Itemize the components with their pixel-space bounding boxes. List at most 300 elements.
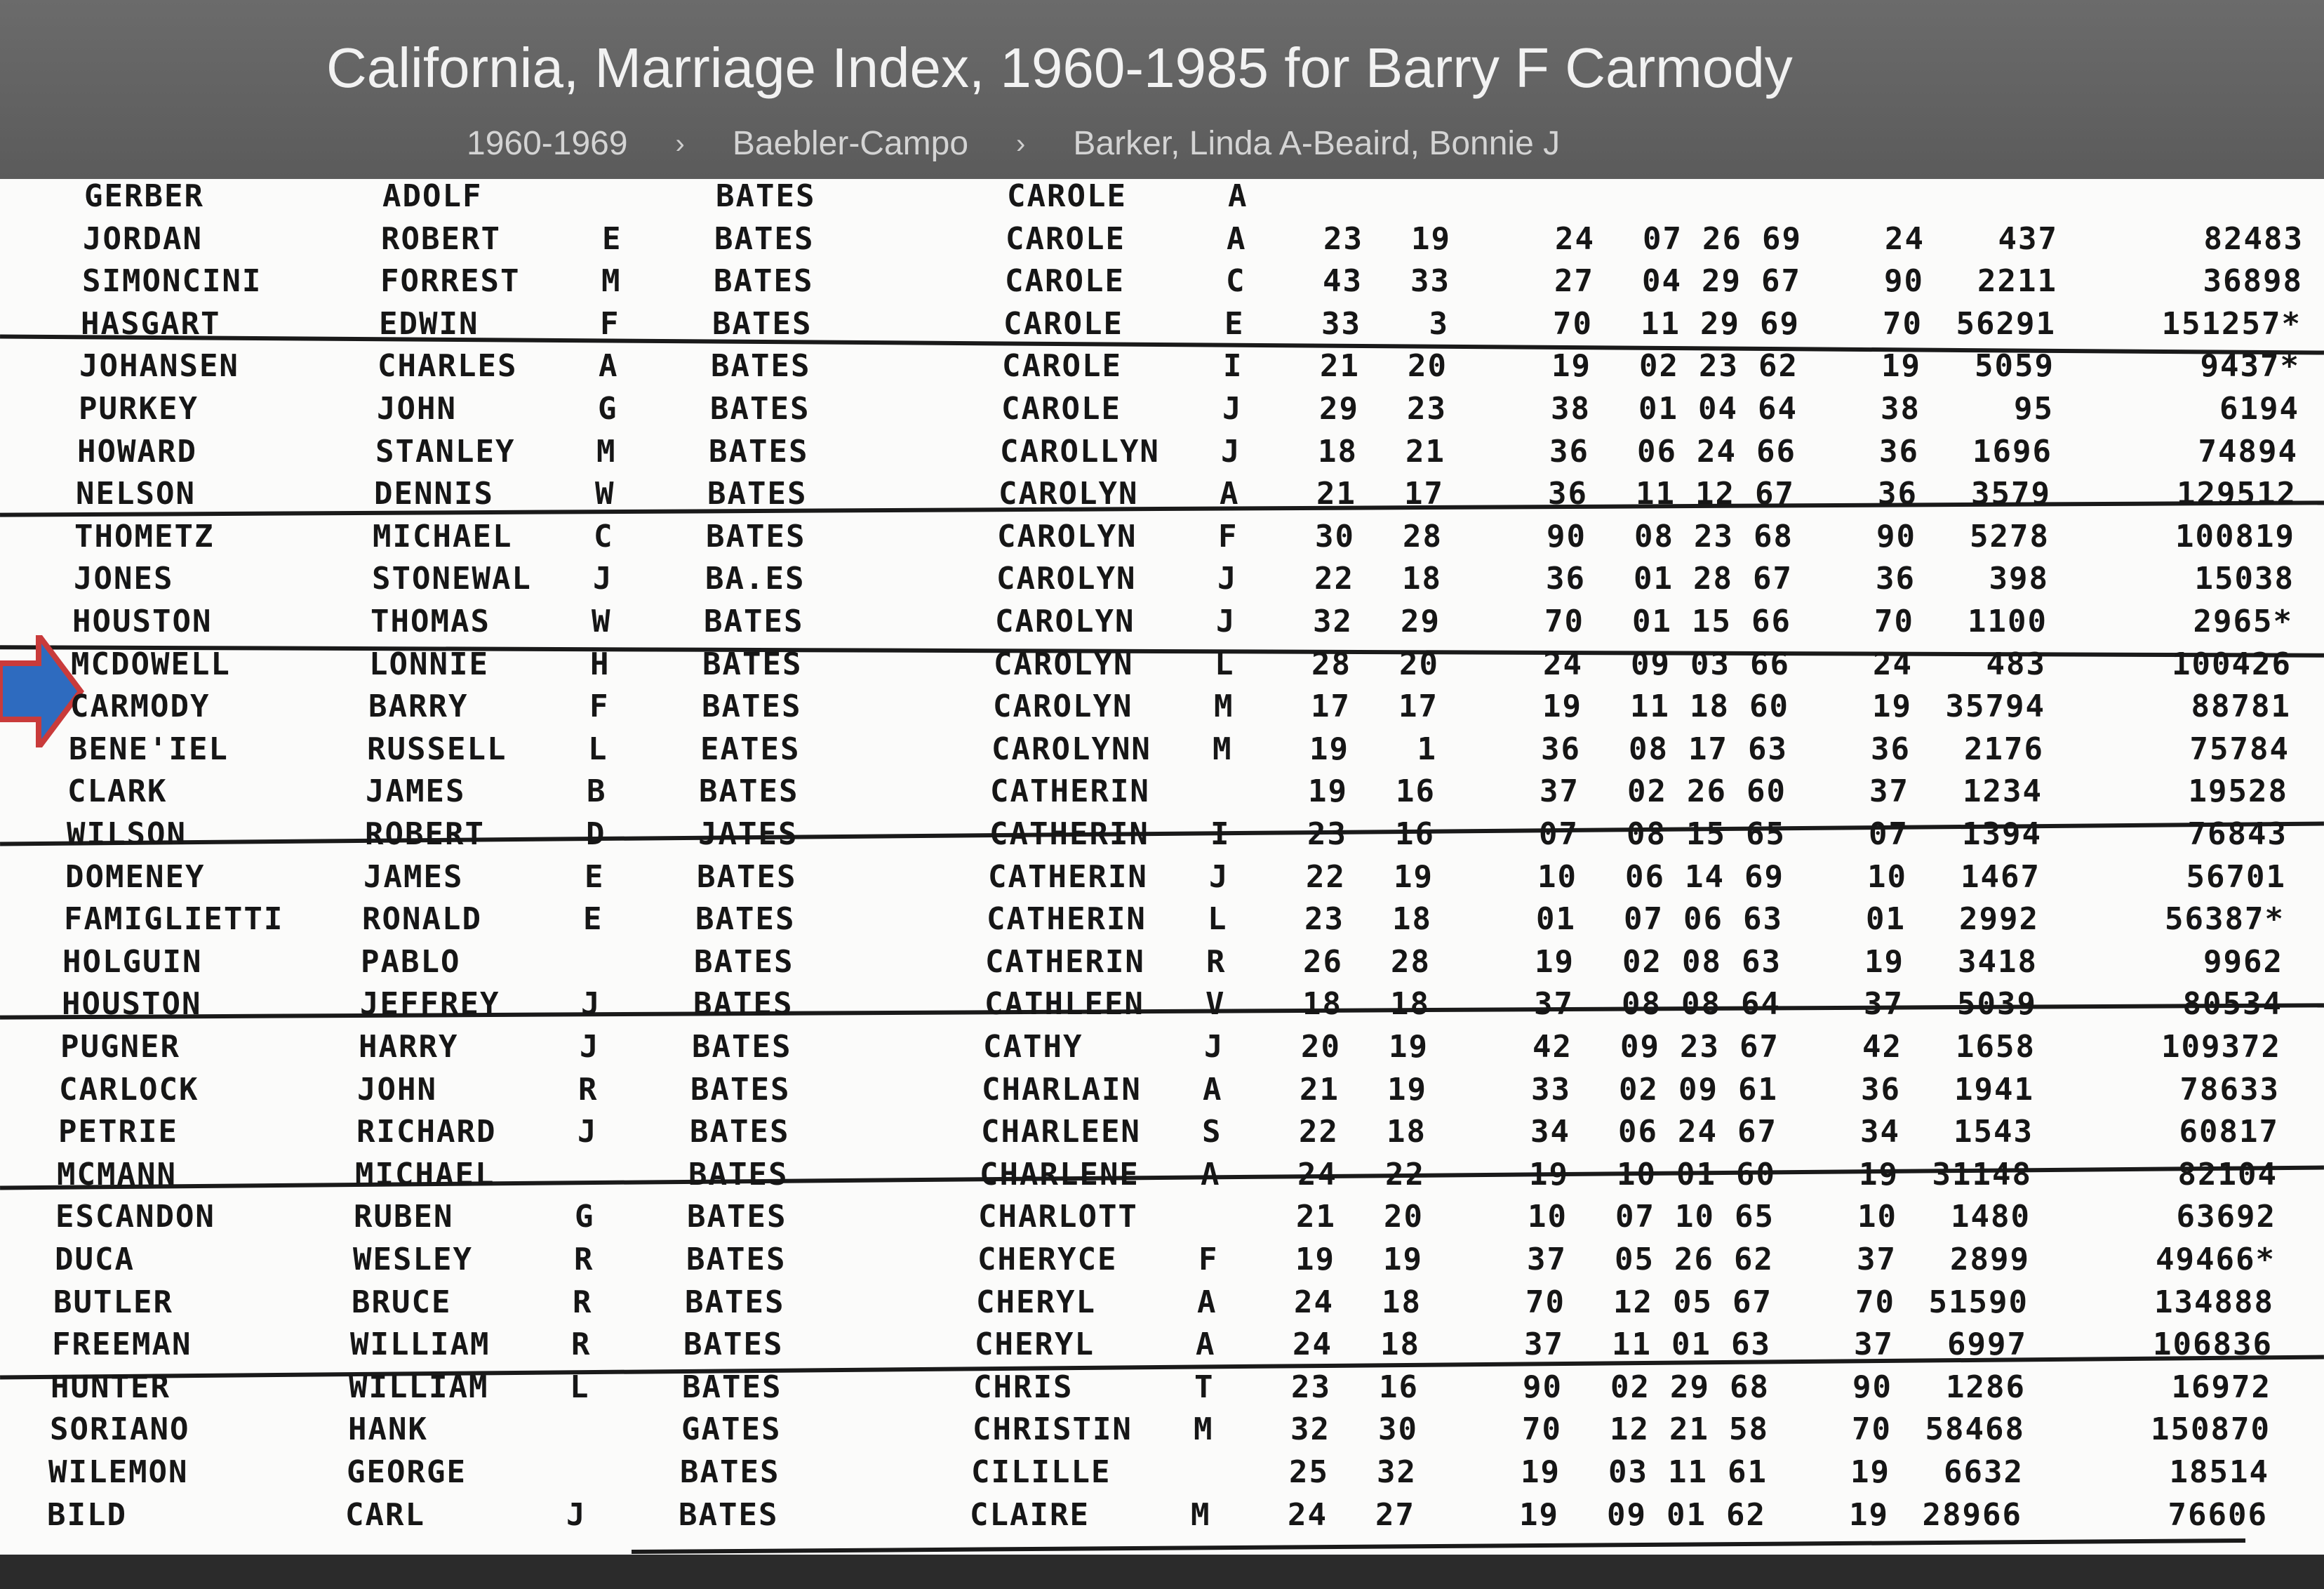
middle-initial-cell: J: [577, 1114, 598, 1150]
month-cell: 11: [1612, 1327, 1652, 1363]
year-cell: 60: [1749, 689, 1789, 725]
given-name-cell: BRUCE: [352, 1284, 452, 1320]
county-cell: 19: [1529, 1156, 1569, 1192]
file-number-cell: 150870: [2151, 1411, 2271, 1448]
county-cell: 19: [1551, 348, 1591, 385]
record-row: [0, 473, 2324, 515]
spouse-given-cell: CAROLE: [1007, 179, 1127, 214]
record-row: [0, 1494, 2324, 1536]
middle-initial-cell: W: [595, 476, 615, 512]
record-row: [0, 260, 2324, 302]
county-code-cell: 10: [1857, 1199, 1897, 1235]
file-number-cell: 6194: [2219, 391, 2299, 427]
year-cell: 69: [1760, 305, 1800, 342]
spouse-age-cell: 17: [1398, 689, 1438, 725]
year-cell: 65: [1746, 816, 1786, 852]
county-code-cell: 42: [1862, 1029, 1902, 1065]
record-row: [0, 1282, 2324, 1324]
header-bar: [0, 0, 2324, 190]
age-cell: 20: [1301, 1029, 1341, 1065]
spouse-initial-cell: A: [1227, 220, 1247, 257]
record-row: [0, 601, 2324, 643]
month-cell: 07: [1643, 220, 1683, 257]
year-cell: 63: [1731, 1327, 1771, 1363]
day-cell: 08: [1681, 986, 1721, 1023]
spouse-initial-cell: M: [1191, 1496, 1211, 1533]
middle-initial-cell: C: [594, 518, 614, 554]
file-number-cell: 88781: [2191, 689, 2291, 725]
spouse-surname-cell: GATES: [681, 1411, 782, 1448]
spouse-given-cell: CHARLEEN: [981, 1114, 1141, 1150]
month-cell: 05: [1615, 1242, 1655, 1277]
surname-cell: JORDAN: [83, 220, 203, 257]
surname-cell: DUCA: [55, 1242, 135, 1277]
middle-initial-cell: E: [602, 220, 622, 257]
spouse-initial-cell: I: [1223, 348, 1243, 385]
day-cell: 11: [1668, 1454, 1708, 1490]
given-name-cell: ADOLF: [382, 179, 483, 214]
spouse-given-cell: CHERYCE: [977, 1242, 1118, 1277]
certificate-cell: 6997: [1947, 1327, 2027, 1363]
month-cell: 12: [1613, 1284, 1653, 1320]
middle-initial-cell: L: [570, 1369, 590, 1405]
spouse-initial-cell: A: [1228, 179, 1248, 214]
spouse-surname-cell: BATES: [716, 179, 816, 214]
certificate-cell: 1394: [1962, 816, 2042, 852]
file-number-cell: 36898: [2203, 263, 2303, 300]
certificate-cell: 1658: [1956, 1029, 2036, 1065]
spouse-age-cell: 19: [1383, 1242, 1423, 1277]
surname-cell: HOWARD: [77, 433, 197, 470]
spouse-surname-cell: BATES: [710, 391, 810, 427]
spouse-given-cell: CATHERIN: [989, 816, 1149, 852]
file-number-cell: 109372: [2161, 1029, 2281, 1065]
breadcrumb-item-page-range: Barker, Linda A-Beaird, Bonnie J: [1073, 125, 1561, 162]
surname-cell: MCDOWELL: [71, 646, 231, 682]
year-cell: 66: [1756, 433, 1796, 470]
county-cell: 37: [1540, 773, 1580, 810]
middle-initial-cell: R: [571, 1327, 592, 1363]
surname-cell: GERBER: [84, 179, 204, 214]
age-cell: 24: [1293, 1327, 1333, 1363]
middle-initial-cell: J: [581, 986, 601, 1023]
spouse-age-cell: 28: [1391, 943, 1431, 980]
year-cell: 67: [1753, 561, 1793, 597]
spouse-given-cell: CAROLYN: [999, 476, 1139, 512]
day-cell: 10: [1675, 1199, 1715, 1235]
file-number-cell: 82483: [2203, 220, 2304, 257]
day-cell: 26: [1674, 1242, 1714, 1277]
spouse-age-cell: 20: [1384, 1199, 1424, 1235]
given-name-cell: JOHN: [357, 1071, 437, 1108]
spouse-surname-cell: BATES: [702, 646, 803, 682]
given-name-cell: THOMAS: [370, 604, 490, 639]
county-cell: 19: [1521, 1454, 1561, 1490]
spouse-initial-cell: V: [1206, 986, 1226, 1023]
spouse-surname-cell: BATES: [714, 263, 814, 300]
spouse-surname-cell: BATES: [692, 1029, 792, 1065]
given-name-cell: DENNIS: [374, 476, 494, 512]
spouse-age-cell: 19: [1394, 858, 1434, 895]
year-cell: 67: [1732, 1284, 1772, 1320]
spouse-initial-cell: J: [1216, 604, 1236, 639]
surname-cell: SORIANO: [50, 1411, 190, 1448]
spouse-age-cell: 22: [1385, 1156, 1425, 1192]
given-name-cell: PABLO: [361, 943, 461, 980]
record-row: [0, 1069, 2324, 1111]
county-code-cell: 19: [1850, 1454, 1890, 1490]
given-name-cell: CHARLES: [378, 348, 518, 385]
given-name-cell: GEORGE: [347, 1454, 467, 1490]
surname-cell: FAMIGLIETTI: [64, 901, 284, 938]
month-cell: 11: [1630, 689, 1670, 725]
county-code-cell: 37: [1854, 1327, 1894, 1363]
spouse-age-cell: 17: [1404, 476, 1444, 512]
day-cell: 23: [1680, 1029, 1720, 1065]
surname-cell: BUTLER: [53, 1284, 173, 1320]
month-cell: 12: [1610, 1411, 1650, 1448]
day-cell: 28: [1693, 561, 1733, 597]
day-cell: 03: [1690, 646, 1730, 682]
certificate-cell: 58468: [1925, 1411, 2025, 1448]
surname-cell: DOMENEY: [65, 858, 206, 895]
day-cell: 29: [1700, 305, 1740, 342]
county-code-cell: 19: [1872, 689, 1912, 725]
spouse-age-cell: 30: [1378, 1411, 1418, 1448]
middle-initial-cell: H: [590, 646, 610, 682]
file-number-cell: 80534: [2182, 986, 2283, 1023]
middle-initial-cell: J: [580, 1029, 600, 1065]
county-cell: 19: [1519, 1496, 1559, 1533]
middle-initial-cell: A: [599, 348, 619, 385]
spouse-given-cell: CATHERIN: [990, 773, 1150, 810]
breadcrumb-item-year-range[interactable]: 1960-1969: [467, 125, 628, 162]
age-cell: 24: [1294, 1284, 1334, 1320]
surname-cell: BENE'IEL: [69, 731, 229, 767]
middle-initial-cell: G: [598, 391, 618, 427]
age-cell: 19: [1309, 731, 1349, 767]
age-cell: 18: [1318, 433, 1358, 470]
county-code-cell: 70: [1883, 305, 1923, 342]
surname-cell: PUGNER: [60, 1029, 180, 1065]
middle-initial-cell: E: [585, 858, 605, 895]
spouse-surname-cell: BA.ES: [705, 561, 806, 597]
year-cell: 66: [1750, 646, 1790, 682]
county-cell: 34: [1530, 1114, 1570, 1150]
day-cell: 18: [1690, 689, 1730, 725]
age-cell: 22: [1299, 1114, 1339, 1150]
file-number-cell: 15038: [2194, 561, 2295, 597]
spouse-given-cell: CAROLE: [1006, 220, 1126, 257]
record-row: [0, 431, 2324, 473]
certificate-cell: 398: [1989, 561, 2049, 597]
certificate-cell: 5278: [1970, 518, 2050, 554]
file-number-cell: 9962: [2203, 943, 2283, 980]
day-cell: 14: [1685, 858, 1725, 895]
certificate-cell: 56291: [1956, 305, 2056, 342]
county-code-cell: 70: [1852, 1411, 1892, 1448]
year-cell: 63: [1743, 901, 1783, 938]
certificate-cell: 35794: [1945, 689, 2045, 725]
day-cell: 08: [1682, 943, 1722, 980]
surname-cell: PETRIE: [58, 1114, 178, 1150]
surname-cell: CLARK: [67, 773, 168, 810]
county-code-cell: 37: [1857, 1242, 1897, 1277]
spouse-initial-cell: A: [1197, 1284, 1217, 1320]
spouse-initial-cell: S: [1202, 1114, 1222, 1150]
age-cell: 21: [1296, 1199, 1336, 1235]
county-cell: 24: [1555, 220, 1595, 257]
given-name-cell: JAMES: [363, 858, 464, 895]
certificate-cell: 1286: [1946, 1369, 2026, 1405]
spouse-given-cell: CAROLYN: [994, 646, 1134, 682]
file-number-cell: 129512: [2177, 476, 2297, 512]
given-name-cell: CARL: [345, 1496, 425, 1533]
spouse-given-cell: CATHERIN: [988, 858, 1148, 895]
spouse-given-cell: CATHERIN: [987, 901, 1147, 938]
month-cell: 02: [1622, 943, 1662, 980]
county-code-cell: 07: [1869, 816, 1909, 852]
month-cell: 07: [1615, 1199, 1655, 1235]
spouse-age-cell: 29: [1401, 604, 1441, 639]
month-cell: 01: [1632, 604, 1672, 639]
year-cell: 62: [1726, 1496, 1766, 1533]
month-cell: 02: [1610, 1369, 1650, 1405]
spouse-surname-cell: EATES: [700, 731, 801, 767]
middle-initial-cell: F: [600, 305, 620, 342]
given-name-cell: WILLIAM: [350, 1327, 490, 1363]
spouse-given-cell: CATHERIN: [985, 943, 1145, 980]
certificate-cell: 28966: [1922, 1496, 2022, 1533]
spouse-age-cell: 27: [1375, 1496, 1415, 1533]
day-cell: 15: [1692, 604, 1732, 639]
given-name-cell: RONALD: [362, 901, 482, 938]
spouse-age-cell: 18: [1382, 1284, 1422, 1320]
given-name-cell: LONNIE: [369, 646, 489, 682]
chevron-right-icon: ›: [1016, 128, 1026, 159]
given-name-cell: RICHARD: [356, 1114, 497, 1150]
year-cell: 68: [1730, 1369, 1770, 1405]
middle-initial-cell: D: [586, 816, 606, 852]
file-number-cell: 76843: [2187, 816, 2288, 852]
record-row: [0, 644, 2324, 686]
certificate-cell: 1100: [1968, 604, 2048, 639]
year-cell: 66: [1751, 604, 1791, 639]
year-cell: 67: [1737, 1114, 1777, 1150]
certificate-cell: 1480: [1951, 1199, 2031, 1235]
surname-cell: HOLGUIN: [62, 943, 203, 980]
county-code-cell: 38: [1881, 391, 1921, 427]
spouse-initial-cell: A: [1220, 476, 1240, 512]
spouse-surname-cell: BATES: [682, 1369, 782, 1405]
spouse-age-cell: 18: [1402, 561, 1442, 597]
county-cell: 90: [1523, 1369, 1563, 1405]
file-number-cell: 100819: [2175, 518, 2295, 554]
county-code-cell: 90: [1884, 263, 1924, 300]
spouse-given-cell: CAROLE: [1003, 305, 1123, 342]
middle-initial-cell: E: [583, 901, 603, 938]
spouse-surname-cell: BATES: [690, 1114, 790, 1150]
day-cell: 01: [1667, 1496, 1707, 1533]
surname-cell: FREEMAN: [52, 1327, 192, 1363]
county-cell: 37: [1534, 986, 1574, 1023]
county-code-cell: 36: [1871, 731, 1911, 767]
spouse-initial-cell: J: [1221, 433, 1241, 470]
age-cell: 18: [1302, 986, 1342, 1023]
county-code-cell: 37: [1869, 773, 1909, 810]
year-cell: 67: [1739, 1029, 1779, 1065]
month-cell: 11: [1641, 305, 1681, 342]
month-cell: 08: [1629, 731, 1669, 767]
middle-initial-cell: R: [573, 1284, 593, 1320]
middle-initial-cell: J: [566, 1496, 587, 1533]
file-number-cell: 78633: [2179, 1071, 2280, 1108]
file-number-cell: 56701: [2186, 858, 2286, 895]
record-row: [0, 983, 2324, 1025]
spouse-surname-cell: BATES: [702, 689, 802, 725]
county-code-cell: 70: [1874, 604, 1914, 639]
month-cell: 09: [1631, 646, 1671, 682]
year-cell: 62: [1758, 348, 1798, 385]
county-code-cell: 19: [1864, 943, 1904, 980]
spouse-age-cell: 16: [1396, 773, 1436, 810]
record-row: [0, 1196, 2324, 1238]
surname-cell: HUNTER: [51, 1369, 171, 1405]
month-cell: 10: [1617, 1156, 1657, 1192]
record-row: [0, 813, 2324, 856]
age-cell: 26: [1303, 943, 1343, 980]
spouse-given-cell: CAROLYN: [996, 561, 1137, 597]
certificate-cell: 2211: [1977, 263, 2057, 300]
spouse-surname-cell: BATES: [680, 1454, 780, 1490]
surname-cell: ESCANDON: [55, 1199, 215, 1235]
county-code-cell: 10: [1867, 858, 1907, 895]
spouse-given-cell: CAROLYNN: [991, 731, 1151, 767]
file-number-cell: 100426: [2172, 646, 2292, 682]
spouse-age-cell: 18: [1390, 986, 1430, 1023]
spouse-initial-cell: E: [1224, 305, 1245, 342]
spouse-given-cell: CHERYL: [976, 1284, 1096, 1320]
spouse-initial-cell: R: [1206, 943, 1227, 980]
chevron-right-icon: ›: [675, 128, 685, 159]
age-cell: 25: [1289, 1454, 1329, 1490]
record-row: [0, 1409, 2324, 1451]
certificate-cell: 483: [1986, 646, 2046, 682]
spouse-age-cell: 19: [1387, 1071, 1427, 1108]
spouse-age-cell: 21: [1405, 433, 1445, 470]
record-row: [0, 898, 2324, 940]
county-code-cell: 19: [1881, 348, 1921, 385]
county-cell: 90: [1547, 518, 1587, 554]
spouse-initial-cell: A: [1203, 1071, 1223, 1108]
year-cell: 58: [1729, 1411, 1769, 1448]
certificate-cell: 2992: [1959, 901, 2039, 938]
surname-cell: WILEMON: [48, 1454, 189, 1490]
spouse-age-cell: 16: [1379, 1369, 1419, 1405]
spouse-age-cell: 20: [1399, 646, 1439, 682]
middle-initial-cell: R: [578, 1071, 599, 1108]
day-cell: 05: [1673, 1284, 1713, 1320]
spouse-initial-cell: F: [1198, 1242, 1219, 1277]
spouse-given-cell: CATHY: [983, 1029, 1083, 1065]
spouse-initial-cell: J: [1204, 1029, 1224, 1065]
file-number-cell: 106836: [2153, 1327, 2273, 1363]
given-name-cell: STANLEY: [375, 433, 516, 470]
given-name-cell: FORREST: [380, 263, 521, 300]
middle-initial-cell: B: [587, 773, 607, 810]
spouse-given-cell: CHRISTIN: [973, 1411, 1133, 1448]
month-cell: 03: [1608, 1454, 1648, 1490]
month-cell: 06: [1625, 858, 1665, 895]
certificate-cell: 51590: [1928, 1284, 2029, 1320]
county-cell: 37: [1524, 1327, 1564, 1363]
age-cell: 32: [1290, 1411, 1330, 1448]
file-number-cell: 76606: [2168, 1496, 2268, 1533]
given-name-cell: HANK: [348, 1411, 428, 1448]
month-cell: 08: [1627, 816, 1667, 852]
given-name-cell: MICHAEL: [355, 1156, 495, 1192]
given-name-cell: WILLIAM: [349, 1369, 489, 1405]
spouse-given-cell: CAROLE: [1005, 263, 1125, 300]
spouse-initial-cell: A: [1201, 1156, 1221, 1192]
county-cell: 27: [1554, 263, 1594, 300]
spouse-surname-cell: BATES: [693, 986, 794, 1023]
month-cell: 02: [1627, 773, 1667, 810]
year-cell: 62: [1734, 1242, 1774, 1277]
spouse-age-cell: 33: [1410, 263, 1450, 300]
age-cell: 24: [1288, 1496, 1328, 1533]
file-number-cell: 49466*: [2156, 1242, 2276, 1277]
spouse-initial-cell: M: [1213, 731, 1233, 767]
spouse-age-cell: 1: [1417, 731, 1437, 767]
county-code-cell: 90: [1852, 1369, 1892, 1405]
county-code-cell: 37: [1864, 986, 1904, 1023]
certificate-cell: 3579: [1971, 476, 2051, 512]
age-cell: 22: [1314, 561, 1354, 597]
county-code-cell: 19: [1849, 1496, 1889, 1533]
spouse-given-cell: CHRIS: [973, 1369, 1074, 1405]
year-cell: 63: [1748, 731, 1788, 767]
spouse-initial-cell: A: [1196, 1327, 1216, 1363]
spouse-age-cell: 19: [1411, 220, 1451, 257]
county-cell: 10: [1537, 858, 1577, 895]
record-row: [0, 1367, 2324, 1409]
record-row: [0, 856, 2324, 898]
spouse-surname-cell: BATES: [685, 1284, 785, 1320]
file-number-cell: 9437*: [2200, 348, 2300, 385]
spouse-given-cell: CLAIRE: [970, 1496, 1090, 1533]
spouse-age-cell: 18: [1387, 1114, 1427, 1150]
spouse-age-cell: 18: [1380, 1327, 1420, 1363]
age-cell: 19: [1295, 1242, 1335, 1277]
spouse-given-cell: CAROLYN: [993, 689, 1133, 725]
spouse-initial-cell: L: [1215, 646, 1235, 682]
given-name-cell: ROBERT: [381, 220, 501, 257]
month-cell: 01: [1634, 561, 1674, 597]
county-code-cell: 90: [1876, 518, 1916, 554]
year-cell: 64: [1741, 986, 1781, 1023]
county-code-cell: 36: [1861, 1071, 1901, 1108]
year-cell: 60: [1747, 773, 1787, 810]
age-cell: 21: [1300, 1071, 1340, 1108]
certificate-cell: 1543: [1954, 1114, 2034, 1150]
certificate-cell: 2899: [1950, 1242, 2030, 1277]
spouse-surname-cell: BATES: [687, 1199, 787, 1235]
breadcrumb-item-surname-range[interactable]: Baebler-Campo: [732, 125, 969, 162]
surname-cell: BILD: [47, 1496, 127, 1533]
surname-cell: HOUSTON: [72, 604, 213, 639]
spouse-age-cell: 28: [1403, 518, 1443, 554]
